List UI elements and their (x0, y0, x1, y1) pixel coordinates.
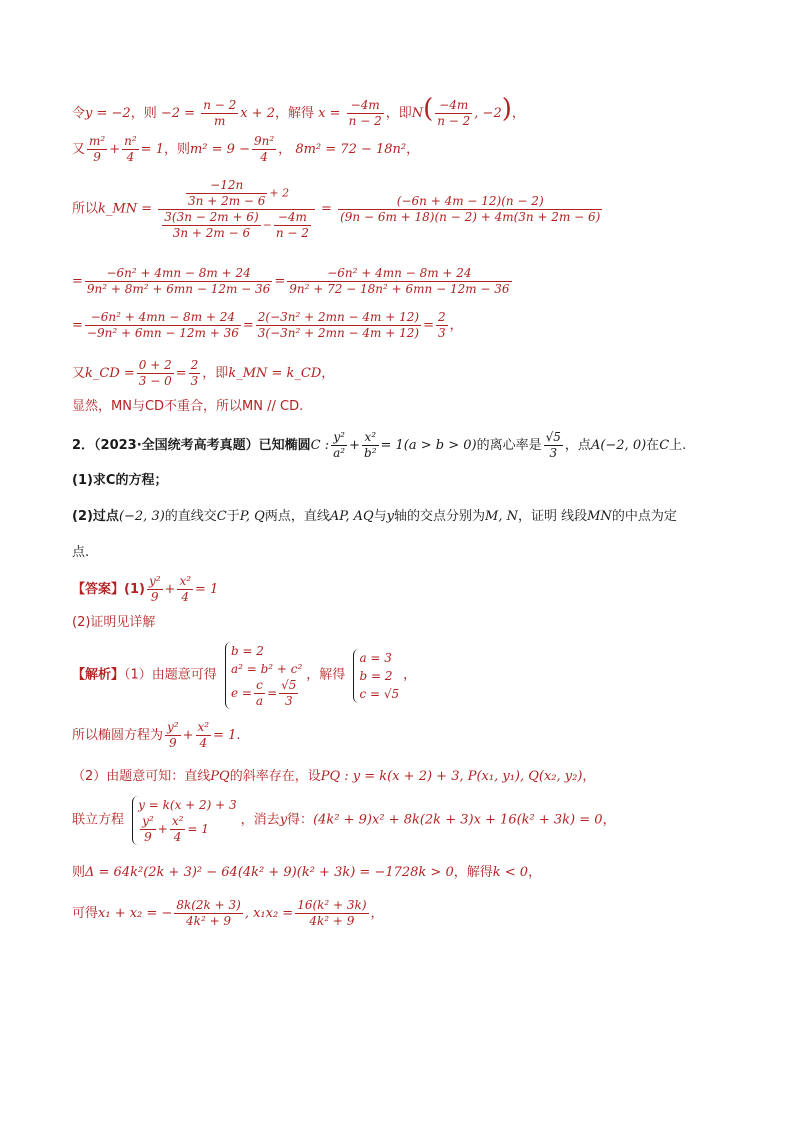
text: ，则 (163, 142, 190, 157)
equation: a = 3 (359, 650, 392, 665)
numerator: −6n² + 4mn − 8m + 24 (327, 266, 472, 280)
derivation-line-1: 令y = −2，则 −2 = $\frac{n - 2}{m}$ x + 2，解得 x = $\frac{-4m}{n - 2}$ ，即N( $\frac{-4m}{n - 2}$ , −2)， (72, 94, 525, 128)
math: + (157, 822, 168, 836)
text: 又 (72, 366, 86, 381)
numerator: 3(3n − 2m + 6) (164, 210, 259, 224)
text: ， (278, 142, 292, 157)
text: 在 (646, 438, 660, 453)
fraction (274, 210, 311, 241)
text: ，解得 (275, 106, 315, 121)
equation: b = 2 (230, 644, 264, 658)
solution-line-2 (72, 718, 732, 754)
equation-system (225, 642, 302, 709)
question-2-stem (72, 428, 732, 464)
math: MN (587, 509, 612, 524)
denominator: 9n² + 8m² + 6mn − 12m − 36 (86, 282, 271, 296)
equation: y = k(x + 2) + 3 (138, 798, 237, 812)
denominator: 3 (544, 445, 563, 461)
denominator: 4 (170, 829, 186, 845)
math: M, N (485, 509, 518, 524)
question-2-part-1 (72, 470, 732, 492)
derivation-line-2 (72, 132, 732, 168)
text: 的斜率存在，设 (229, 769, 321, 784)
solution-line-3 (72, 766, 732, 788)
denominator: 3 (190, 374, 199, 388)
math: Δ = 64k²(2k + 3)² − 64(4k² + 9)(k² + 3k) = −1728k > 0 (85, 865, 454, 880)
denominator: 3 (279, 693, 298, 709)
text: 的中点为定 (611, 509, 677, 524)
fraction (338, 194, 602, 225)
math: = (321, 201, 332, 217)
numerator: 8k(2k + 3) (176, 898, 241, 912)
math: , x₁x₂ = (244, 906, 294, 921)
text: 两点，直线 (264, 509, 330, 524)
numerator: x² (171, 814, 184, 828)
text: ，解得 (306, 667, 346, 683)
denominator: 4 (196, 735, 212, 751)
answer-line-2 (72, 612, 732, 634)
math: k_MN = (98, 201, 153, 217)
math: C : (310, 438, 330, 453)
math: = (423, 318, 434, 333)
fraction (252, 134, 276, 165)
math: y = −2 (85, 106, 131, 121)
math: C (216, 509, 227, 524)
math: y (386, 509, 395, 524)
math: k_CD = (85, 366, 135, 381)
fraction (254, 678, 265, 709)
numerator: n² (124, 134, 137, 148)
text: ， (321, 366, 335, 381)
numerator: −4m (439, 98, 469, 112)
denominator: 9n² + 72 − 18n² + 6mn − 12m − 36 (289, 282, 510, 296)
math: = 1 (195, 582, 219, 597)
math: x + 2 (240, 106, 275, 121)
equation: b = 2 (359, 668, 393, 683)
equation (138, 814, 237, 845)
math: + (109, 142, 121, 157)
math: x₁ + x₂ = − (98, 906, 173, 921)
denominator: 4 (252, 149, 276, 165)
math: = (175, 366, 187, 381)
solution-line-5 (72, 862, 732, 884)
math: = 1 (140, 142, 164, 157)
text: 的离心率是 (476, 438, 542, 453)
math: x = (318, 106, 341, 121)
document-page (72, 90, 732, 928)
text: 显然，MN与CD不重合，所以MN // CD. (72, 399, 304, 414)
denominator: (9n − 6m + 18)(n − 2) + 4m(3n + 2m − 6) (340, 210, 601, 224)
fraction (87, 134, 107, 165)
math: = (72, 318, 83, 333)
numerator: 16(k² + 3k) (297, 898, 367, 912)
text: 的直线交 (164, 509, 217, 524)
derivation-line-6 (72, 356, 732, 392)
math: = (72, 274, 83, 289)
text: 2．（2023·全国统考高考真题）已知椭圆 (72, 438, 311, 453)
text: ，即 (385, 106, 412, 121)
text: 又 (72, 142, 86, 157)
denominator: 9 (140, 829, 156, 845)
equation-system (353, 649, 399, 703)
fraction (165, 720, 181, 751)
math: −2 = (160, 106, 196, 121)
math: = (267, 686, 278, 700)
numerator: y² (142, 814, 154, 828)
numerator: c (256, 678, 263, 692)
text: ，消去 (240, 812, 280, 828)
fraction (170, 814, 186, 845)
numerator (158, 178, 315, 209)
numerator: √5 (545, 430, 561, 444)
compound-fraction (158, 178, 315, 241)
math: y (279, 812, 288, 828)
text: （2）由题意可知：直线 (72, 769, 211, 784)
fraction (189, 358, 201, 389)
text: 于 (226, 509, 240, 524)
numerator: −12n (210, 178, 244, 192)
math: + (349, 438, 361, 453)
numerator: −4m (277, 210, 307, 224)
text: 令 (72, 106, 86, 121)
text: ，则 (130, 106, 157, 121)
denominator: 9 (147, 589, 163, 605)
numerator: √5 (281, 678, 297, 692)
denominator (158, 209, 315, 241)
denominator: a (255, 694, 264, 708)
fraction (85, 266, 272, 297)
fraction (435, 98, 472, 129)
numerator: (−6n + 4m − 12)(n − 2) (396, 194, 544, 208)
denominator: a² (333, 446, 346, 460)
math: = (242, 318, 254, 333)
math: + (182, 728, 194, 743)
fraction (174, 898, 243, 929)
numerator: y² (167, 720, 179, 734)
text: ， (602, 812, 616, 828)
numerator: m² (89, 134, 106, 148)
text: 与 (373, 509, 387, 524)
text: ， (511, 106, 525, 121)
denominator: 3 − 0 (138, 374, 172, 388)
denominator: −9n² + 6mn − 12m + 36 (86, 326, 239, 340)
text: ， (582, 769, 596, 784)
text: 轴的交点分别为 (394, 509, 486, 524)
fraction (177, 574, 193, 605)
denominator: 3n + 2m − 6 (188, 194, 266, 208)
numerator: n − 2 (203, 98, 237, 112)
math: + 2 (269, 186, 290, 200)
text: ， (406, 142, 420, 157)
math: = (274, 274, 286, 289)
fraction (162, 210, 260, 241)
math: 8m² = 72 − 18n² (295, 142, 407, 157)
equation: c = √5 (359, 686, 400, 701)
math: k < 0 (492, 865, 529, 880)
numerator: −4m (350, 98, 380, 112)
text: (2)过点 (72, 509, 119, 524)
numerator: x² (179, 574, 192, 588)
text: 得： (287, 812, 314, 828)
fraction (331, 430, 347, 461)
numerator: 0 + 2 (138, 358, 172, 372)
fraction (279, 678, 298, 709)
math: PQ (210, 769, 230, 784)
text: ，即 (202, 366, 229, 381)
numerator: 2 (190, 358, 199, 372)
denominator: m (201, 113, 238, 129)
math: e = (230, 686, 252, 700)
math: − (262, 218, 272, 232)
numerator: x² (364, 430, 377, 444)
text: ， (528, 865, 542, 880)
math: m² = 9 − (189, 142, 250, 157)
fraction (544, 430, 563, 461)
numerator: −6n² + 4mn − 8m + 24 (90, 310, 236, 324)
fraction (347, 98, 384, 129)
equation-system (132, 796, 237, 845)
fraction (85, 310, 241, 341)
denominator: n − 2 (275, 226, 309, 240)
denominator: 4k² + 9 (174, 913, 243, 929)
fraction (287, 266, 511, 297)
text: 则 (72, 865, 86, 880)
denominator: 3(−3n² + 2mn − 4m + 12) (257, 326, 420, 340)
fraction (140, 814, 156, 845)
denominator: n − 2 (348, 114, 382, 128)
denominator: 4 (177, 589, 193, 605)
denominator: 3 (437, 326, 446, 340)
question-2-part-2 (72, 506, 732, 528)
text: 上. (669, 438, 687, 453)
numerator: 2 (437, 310, 446, 324)
fraction (147, 574, 163, 605)
fraction (186, 178, 267, 209)
equation (231, 678, 302, 709)
text: ， (370, 906, 384, 921)
text: ， (449, 318, 463, 333)
denominator: 4 (122, 149, 139, 165)
solution-line-1 (72, 642, 732, 712)
denominator: 4k² + 9 (295, 913, 368, 929)
fraction (137, 358, 174, 389)
text: 联立方程 (72, 812, 125, 828)
numerator: y² (148, 574, 161, 588)
math: + (164, 582, 176, 597)
text: (1)求C的方程； (72, 473, 168, 488)
math: C (659, 438, 670, 453)
derivation-line-3 (72, 178, 732, 254)
math: N (411, 106, 424, 121)
equation: a² = b² + c² (230, 662, 303, 676)
numerator: y² (333, 430, 345, 444)
denominator: 3n + 2m − 6 (162, 225, 260, 241)
text: ，解得 (453, 865, 493, 880)
fraction (295, 898, 368, 929)
text: 点. (72, 545, 90, 560)
derivation-line-4 (72, 262, 732, 302)
denominator: 9 (87, 149, 107, 165)
fraction (196, 720, 212, 751)
derivation-line-5 (72, 306, 732, 346)
numerator: 9n² (253, 134, 275, 148)
math: AP, AQ (329, 509, 374, 524)
answer-line-1 (72, 572, 732, 608)
question-2-part-2-cont (72, 542, 732, 564)
numerator: 2(−3n² + 2mn − 4m + 12) (257, 310, 420, 324)
derivation-line-7 (72, 396, 732, 418)
math: PQ : y = k(x + 2) + 3, P(x₁, y₁), Q(x₂, y₂) (320, 769, 583, 784)
text: ， (403, 667, 417, 683)
math: k_MN = k_CD (228, 366, 322, 381)
denominator: b² (364, 446, 377, 460)
denominator: n − 2 (437, 114, 471, 128)
fraction (256, 310, 421, 341)
text: 【答案】(1) (72, 582, 145, 597)
math: P, Q (239, 509, 265, 524)
solution-line-6 (72, 894, 732, 934)
text: （1）由题意可得 (124, 667, 217, 683)
math: A(−2, 0) (590, 438, 647, 453)
fraction (122, 134, 139, 165)
text: 可得 (72, 906, 99, 921)
math: , −2 (474, 106, 502, 121)
math: = 1. (213, 728, 241, 743)
math: (−2, 3) (118, 509, 165, 524)
numerator: x² (197, 720, 210, 734)
text: 所以椭圆方程为 (72, 728, 164, 743)
text: ，点 (564, 438, 591, 453)
text: (2)证明见详解 (72, 615, 156, 630)
text: 所以 (72, 201, 99, 217)
math: = 1(a > b > 0) (380, 438, 477, 453)
solution-line-4 (72, 796, 732, 856)
denominator: 9 (165, 735, 181, 751)
fraction (436, 310, 448, 341)
math: (4k² + 9)x² + 8k(2k + 3)x + 16(k² + 3k) = 0 (313, 812, 603, 828)
fraction (201, 98, 238, 129)
fraction (362, 430, 379, 461)
numerator: −6n² + 4mn − 8m + 24 (106, 266, 251, 280)
text: ，证明 线段 (517, 509, 588, 524)
text: 【解析】 (72, 667, 125, 683)
math: = 1 (187, 822, 209, 836)
